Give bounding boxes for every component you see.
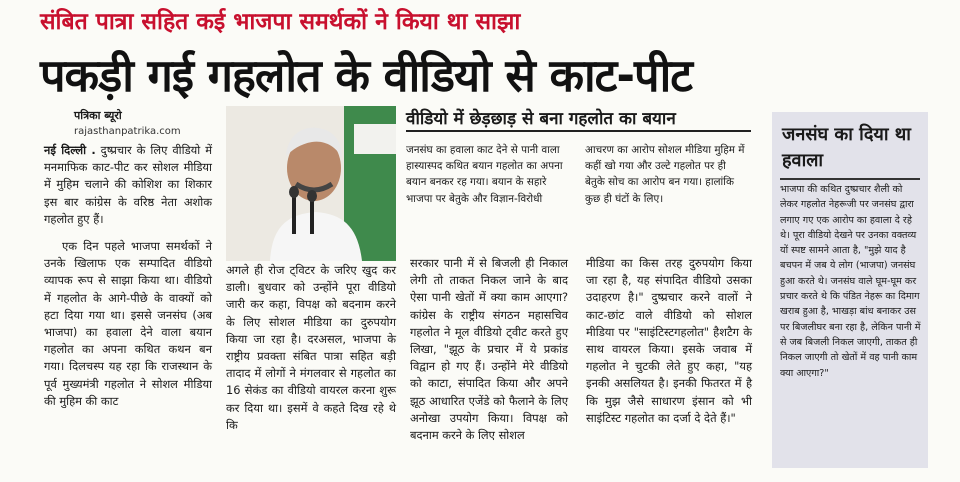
gehlot-photo bbox=[226, 106, 396, 261]
kicker: संबित पात्रा सहित कई भाजपा समर्थकों ने किया था साझा bbox=[40, 9, 521, 35]
para-1-text: दुष्प्रचार के लिए वीडियो में मनमाफिक काट-पीट कर सोशल मीडिया में मुहिम चलाने की कोशिश का शिकार इस बार कांग्रेस के वरिष्ठ नेता अशोक गहलोत हुए हैं। bbox=[44, 143, 213, 226]
para-2: एक दिन पहले भाजपा समर्थकों ने उनके खिलाफ एक सम्पादित वीडियो व्यापक रूप से साझा किया था। वीडियो में गहलोत के आगे-पीछे के वाक्यों को हटा दिया गया था। इससे जनसंघ (अब भाजपा) का हवाला देने वाला बयान गहलोत का अपना कथित कथन बन गया। दिलचस्प यह रहा कि राजस्थान के पूर्व मुख्यमंत्री गहलोत ने सोशल मीडिया की मुहिम की काट bbox=[44, 239, 212, 408]
sidebar-title: जनसंघ का दिया था हवाला bbox=[782, 124, 911, 171]
article-column-1 bbox=[44, 142, 212, 410]
subhead-rule bbox=[406, 130, 751, 132]
dateline: नई दिल्ली . bbox=[44, 143, 96, 157]
para-1 bbox=[44, 142, 212, 228]
sidebar-rule bbox=[780, 178, 920, 180]
byline-site: rajasthanpatrika.com bbox=[74, 126, 181, 137]
headline: पकड़ी गई गहलोत के वीडियो से काट-पीट bbox=[40, 49, 692, 102]
article-column-2: अगले ही रोज ट्विटर के जरिए खुद कर डाली। बुधवार को उन्होंने पूरा वीडियो जारी कर कहा, विपक्ष को बदनाम करने के लिए सोशल मीडिया का दुरुपयोग किया जा रहा है। दरअसल, भाजपा के राष्ट्रीय प्रवक्ता संबित पात्रा सहित बड़ी तादाद में लोगों ने मंगलवार से गहलोत का 16 सेकंड का वीडियो वायरल करना शुरू कर दिया था। इसमें वे कहते दिख रहे थे कि bbox=[226, 263, 396, 432]
article-column-4: मीडिया का किस तरह दुरुपयोग किया जा रहा है, यह संपादित वीडियो उसका उदाहरण है।" दुष्प्रचार करने वालों ने काट-छांट वाले वीडियो को सोशल मीडिया पर "साइंटिस्टगहलोत" हैशटैग के साथ वायरल किया। इसके जवाब में गहलोत ने चुटकी लेते हुए कहा, "यह इनकी असलियत है। इनकी फितरत में है कि मुझ जैसे साधारण इंसान को भी साइंटिस्ट गहलोत का दर्जा दे देते हैं।" bbox=[586, 256, 752, 425]
highlight-quote-2: आचरण का आरोप सोशल मीडिया मुहिम में कहीं खो गया और उल्टे गहलोत पर ही बेतुके सोच का आरोप बन गया। हालांकि कुछ ही घंटों के लिए। bbox=[585, 144, 745, 205]
sidebar-box bbox=[772, 112, 928, 468]
highlight-quote-1: जनसंघ का हवाला काट देने से पानी वाला हास्यास्पद कथित बयान गहलोत का अपना बयान बनकर रह गया। बयान के सहारे भाजपा पर बेतुके और विज्ञान-विरोधी bbox=[406, 144, 563, 205]
byline-name: पत्रिका ब्यूरो bbox=[74, 109, 122, 122]
subhead: वीडियो में छेड़छाड़ से बना गहलोत का बयान bbox=[406, 109, 676, 129]
sidebar-text: भाजपा की कथित दुष्प्रचार शैली को लेकर गहलोत नेहरूजी पर जनसंघ द्वारा लगाए गए एक आरोप का हवाला दे रहे थे। पूरा वीडियो देखने पर उनका वक्तव्य यों स्पष्ट सामने आता है, "मुझे याद है बचपन में जब ये लोग (भाजपा) जनसंघ हुआ करते थे। जनसंघ वाले घूम-घूम कर प्रचार करते थे कि पंडित नेहरू का दिमाग खराब हुआ है, भाखड़ा बांध बनाकर उस पर बिजलीघर बना रहा है, लेकिन पानी में से जब बिजली निकल जाएगी, ताकत ही निकल जाएगी तो खेतों में वह पानी काम क्या आएगा?" bbox=[780, 184, 921, 379]
article-column-3: सरकार पानी में से बिजली ही निकाल लेगी तो ताकत निकल जाने के बाद ऐसा पानी खेतों में क्या काम आएगा? कांग्रेस के राष्ट्रीय संगठन महासचिव गहलोत ने मूल वीडियो ट्वीट करते हुए लिखा, "झूठ के प्रचार में ये प्रकांड विद्वान हो गए हैं। उन्होंने मेरे वीडियो को काटा, संपादित किया और अपने झूठ आधारित एजेंडे को फैलाने के लिए अनोखा उपयोग किया। विपक्ष को बदनाम करने के लिए सोशल bbox=[410, 256, 568, 443]
